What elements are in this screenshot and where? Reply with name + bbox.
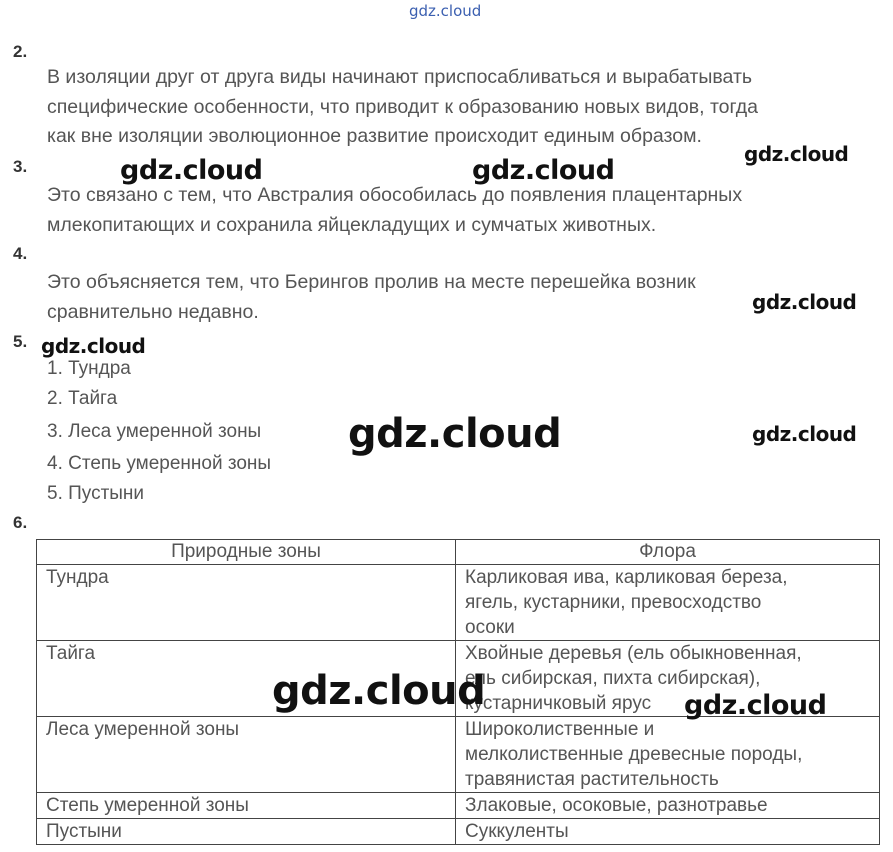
flora-line: кустарничковый ярус	[465, 693, 652, 714]
watermark: gdz.cloud	[472, 155, 615, 186]
flora-line: Карликовая ива, карликовая береза,	[465, 567, 788, 588]
table-header-zones: Природные зоны	[37, 540, 456, 565]
list-item: 4. Степь умеренной зоны	[47, 453, 272, 474]
flora-line: ель сибирская, пихта сибирская),	[465, 668, 761, 689]
question-number-4: 4.	[13, 244, 28, 263]
table-row	[37, 793, 880, 819]
answer-2-line: как вне изоляции эволюционное развитие происходит единым образом.	[47, 125, 702, 147]
answer-3-line: млекопитающих и сохранила яйцекладущих и сумчатых животных.	[47, 213, 657, 236]
question-number-2: 2.	[13, 42, 28, 61]
answer-4-line: сравнительно недавно.	[47, 300, 259, 323]
flora-cell	[456, 819, 880, 845]
zone-cell: Тайга	[37, 641, 456, 717]
list-item: 3. Леса умеренной зоны	[47, 421, 262, 442]
flora-line: осоки	[465, 617, 515, 638]
list-item: 5. Пустыни	[47, 483, 145, 504]
flora-cell	[456, 793, 880, 819]
flora-cell	[456, 717, 880, 793]
flora-line: мелколиственные древесные породы,	[465, 744, 803, 765]
table-header-row	[37, 540, 880, 565]
answer-4	[47, 268, 696, 327]
answer-2	[47, 63, 758, 152]
zone-cell: Степь умеренной зоны	[37, 793, 456, 819]
watermark: gdz.cloud	[120, 155, 263, 186]
zone-cell: Тундра	[37, 565, 456, 641]
watermark: gdz.cloud	[41, 334, 146, 358]
table-row	[37, 565, 880, 641]
flora-line: Злаковые, осоковые, разнотравье	[465, 795, 768, 816]
table-row	[37, 819, 880, 845]
flora-line: ягель, кустарники, превосходство	[465, 592, 762, 613]
question-number-3: 3.	[13, 157, 28, 176]
flora-line: Широколиственные и	[465, 719, 655, 740]
flora-line: Хвойные деревья (ель обыкновенная,	[465, 643, 802, 664]
zone-cell: Пустыни	[37, 819, 456, 845]
flora-line: Суккуленты	[465, 821, 569, 842]
list-item: 1. Тундра	[47, 358, 131, 379]
answer-2-line: В изоляции друг от друга виды начинают приспосабливаться и вырабатывать	[47, 66, 753, 88]
list-item: 2. Тайга	[47, 388, 118, 409]
answer-2-line: специфические особенности, что приводит к образованию новых видов, тогда	[47, 95, 758, 118]
watermark: gdz.cloud	[348, 411, 562, 457]
watermark: gdz.cloud	[272, 668, 486, 714]
answer-3	[47, 181, 742, 240]
table-row	[37, 717, 880, 793]
flora-line: травянистая растительность	[465, 769, 719, 790]
watermark: gdz.cloud	[684, 690, 827, 721]
watermark: gdz.cloud	[752, 422, 857, 446]
table-header-flora: Флора	[456, 540, 880, 565]
watermark: gdz.cloud	[744, 142, 849, 166]
watermark-top: gdz.cloud	[409, 2, 482, 20]
answer-4-line: Это объясняется тем, что Берингов пролив на месте перешейка возник	[47, 271, 696, 293]
watermark: gdz.cloud	[752, 290, 857, 314]
zone-cell: Леса умеренной зоны	[37, 717, 456, 793]
question-number-6: 6.	[13, 513, 28, 532]
flora-cell	[456, 565, 880, 641]
answer-3-line: Это связано с тем, что Австралия обособилась до появления плацентарных	[47, 184, 743, 206]
question-number-5: 5.	[13, 332, 28, 351]
